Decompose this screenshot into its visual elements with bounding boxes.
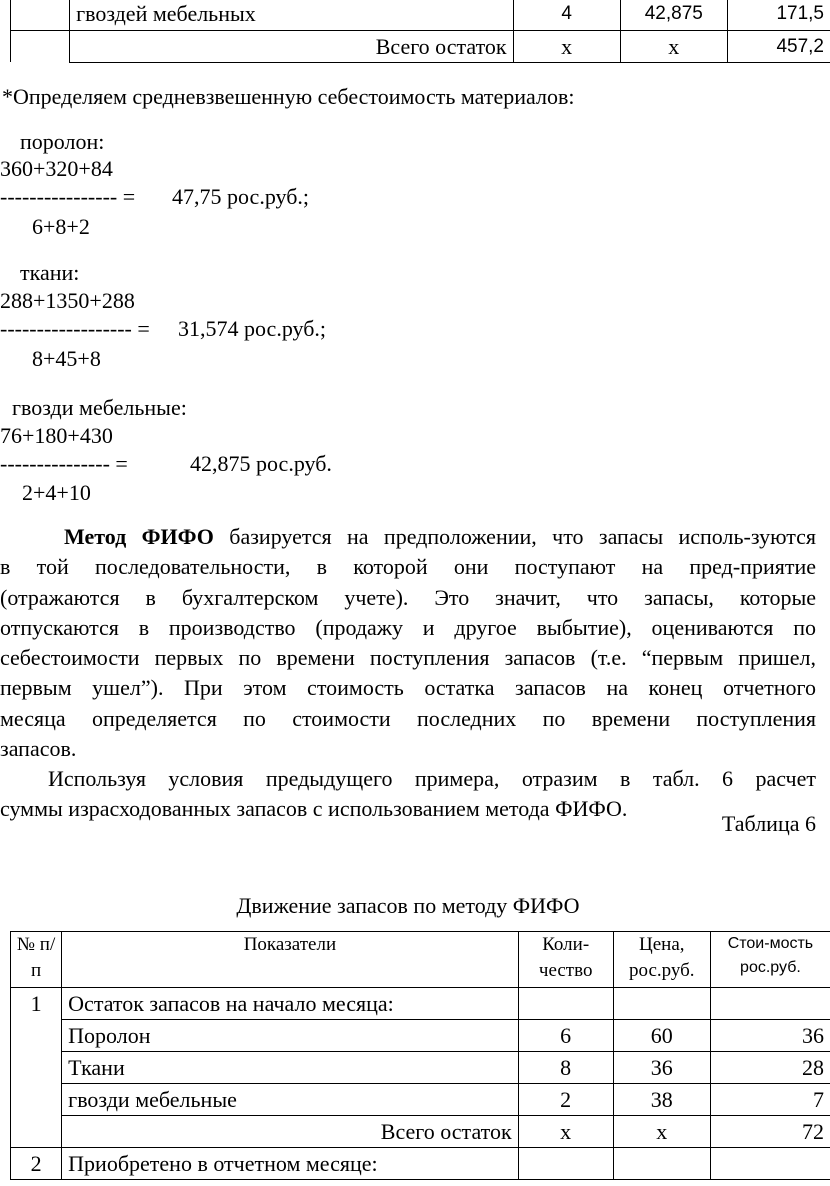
row-label: Ткани (62, 1052, 518, 1084)
paragraph-line: отпускаются в производство (продажу и другое выбытие), оцениваются по (0, 614, 816, 640)
fifo-bold-lead: Метод ФИФО (64, 524, 214, 549)
fifo-table (10, 931, 830, 1180)
calc-numerator: 76+180+430 (0, 423, 113, 448)
intro-text: *Определяем средневзвешенную себестоимость материалов: (2, 84, 575, 109)
header-indicator: Показатели (62, 932, 518, 988)
row-price: х (613, 1116, 710, 1148)
table-label: Таблица 6 (721, 811, 816, 836)
row-label: Поролон (62, 1020, 518, 1052)
calc-denominator: 8+45+8 (32, 346, 101, 371)
row-num (11, 1116, 62, 1148)
top-table-cost: 171,5 (727, 0, 830, 30)
calc-result: 47,75 рос.руб.; (172, 184, 310, 209)
row-qty: 8 (518, 1052, 613, 1084)
row-cost (710, 988, 830, 1020)
row-cost: 36 (710, 1020, 830, 1052)
calc-denominator: 2+4+10 (22, 480, 91, 505)
paragraph-line: суммы израсходованных запасов с использованием метода ФИФО. (0, 796, 628, 822)
table-row (11, 1148, 830, 1180)
row-price: 60 (613, 1020, 710, 1052)
table-title: Движение запасов по методу ФИФО (236, 893, 580, 918)
row-label: Всего остаток (62, 1116, 518, 1148)
top-table (10, 0, 830, 63)
paragraph-line: первым ушел”). При этом стоимость остатка запасов на конец отчетного (0, 675, 816, 701)
usage-paragraph (0, 764, 816, 825)
calc-dashes: --------------- = (0, 451, 128, 476)
top-table-price: 42,875 (620, 0, 727, 30)
header-price: Цена, рос.руб. (613, 932, 710, 988)
calc-name: поролон: (20, 129, 105, 154)
row-label: Приобретено в отчетном месяце: (62, 1148, 518, 1180)
calc-denominator: 6+8+2 (32, 214, 90, 239)
paragraph-line: месяца определяется по стоимости последних по времени поступления (0, 705, 816, 731)
paragraph-line: себестоимости первых по времени поступления запасов (т.е. “первым пришел, (0, 645, 816, 671)
calc-numerator: 360+320+84 (0, 156, 113, 181)
header-num: № п/п (11, 932, 62, 988)
row-qty (518, 1148, 613, 1180)
table-row (11, 1116, 830, 1148)
calc-dashes: ---------------- = (0, 184, 136, 209)
top-table-qty: 4 (513, 0, 620, 30)
row-price (613, 988, 710, 1020)
row-cost: 28 (710, 1052, 830, 1084)
top-table-num-cell (11, 0, 70, 30)
row-num (11, 1020, 62, 1052)
row-qty (518, 988, 613, 1020)
calc-dashes: ------------------ = (0, 316, 150, 341)
calc-name: ткани: (20, 260, 80, 285)
line-text: базируется на предположении, что запасы исполь-зуются (229, 524, 816, 549)
top-table-label: гвоздей мебельных (70, 0, 514, 30)
paragraph-line: (отражаются в бухгалтерском учете). Это значит, что запасы, которые (0, 584, 816, 610)
paragraph-line: в той последовательности, в которой они поступают на пред-приятие (0, 554, 816, 580)
row-cost: 7 (710, 1084, 830, 1116)
row-num (11, 1084, 62, 1116)
top-table-total-label: Всего остаток (70, 30, 514, 62)
calc-result: 42,875 рос.руб. (190, 451, 332, 476)
fifo-paragraph (0, 522, 816, 764)
row-cost: 72 (710, 1116, 830, 1148)
top-table-total-price: х (620, 30, 727, 62)
paragraph-line: запасов. (0, 736, 77, 762)
row-num: 1 (11, 988, 62, 1020)
row-qty: 2 (518, 1084, 613, 1116)
paragraph-line: Используя условия предыдущего примера, отразим в табл. 6 расчет (48, 766, 816, 791)
top-table-num-cell (11, 30, 70, 62)
table-header-row (11, 932, 830, 988)
top-table-total-qty: х (513, 30, 620, 62)
row-price: 36 (613, 1052, 710, 1084)
row-price: 38 (613, 1084, 710, 1116)
row-label: гвозди мебельные (62, 1084, 518, 1116)
top-table-total-cost: 457,2 (727, 30, 830, 62)
row-price (613, 1148, 710, 1180)
calc-result: 31,574 рос.руб.; (178, 316, 327, 341)
row-cost (710, 1148, 830, 1180)
row-label: Остаток запасов на начало месяца: (62, 988, 518, 1020)
calc-numerator: 288+1350+288 (0, 288, 135, 313)
calc-name: гвозди мебельные: (12, 395, 187, 420)
row-num (11, 1052, 62, 1084)
table-row (11, 1052, 830, 1084)
table-row (11, 1084, 830, 1116)
table-row (11, 988, 830, 1020)
table-row (11, 1020, 830, 1052)
row-qty: 6 (518, 1020, 613, 1052)
row-num: 2 (11, 1148, 62, 1180)
row-qty: х (518, 1116, 613, 1148)
header-qty: Коли-чество (518, 932, 613, 988)
paragraph-line (0, 522, 816, 552)
header-cost: Стои-мость рос.руб. (710, 932, 830, 988)
